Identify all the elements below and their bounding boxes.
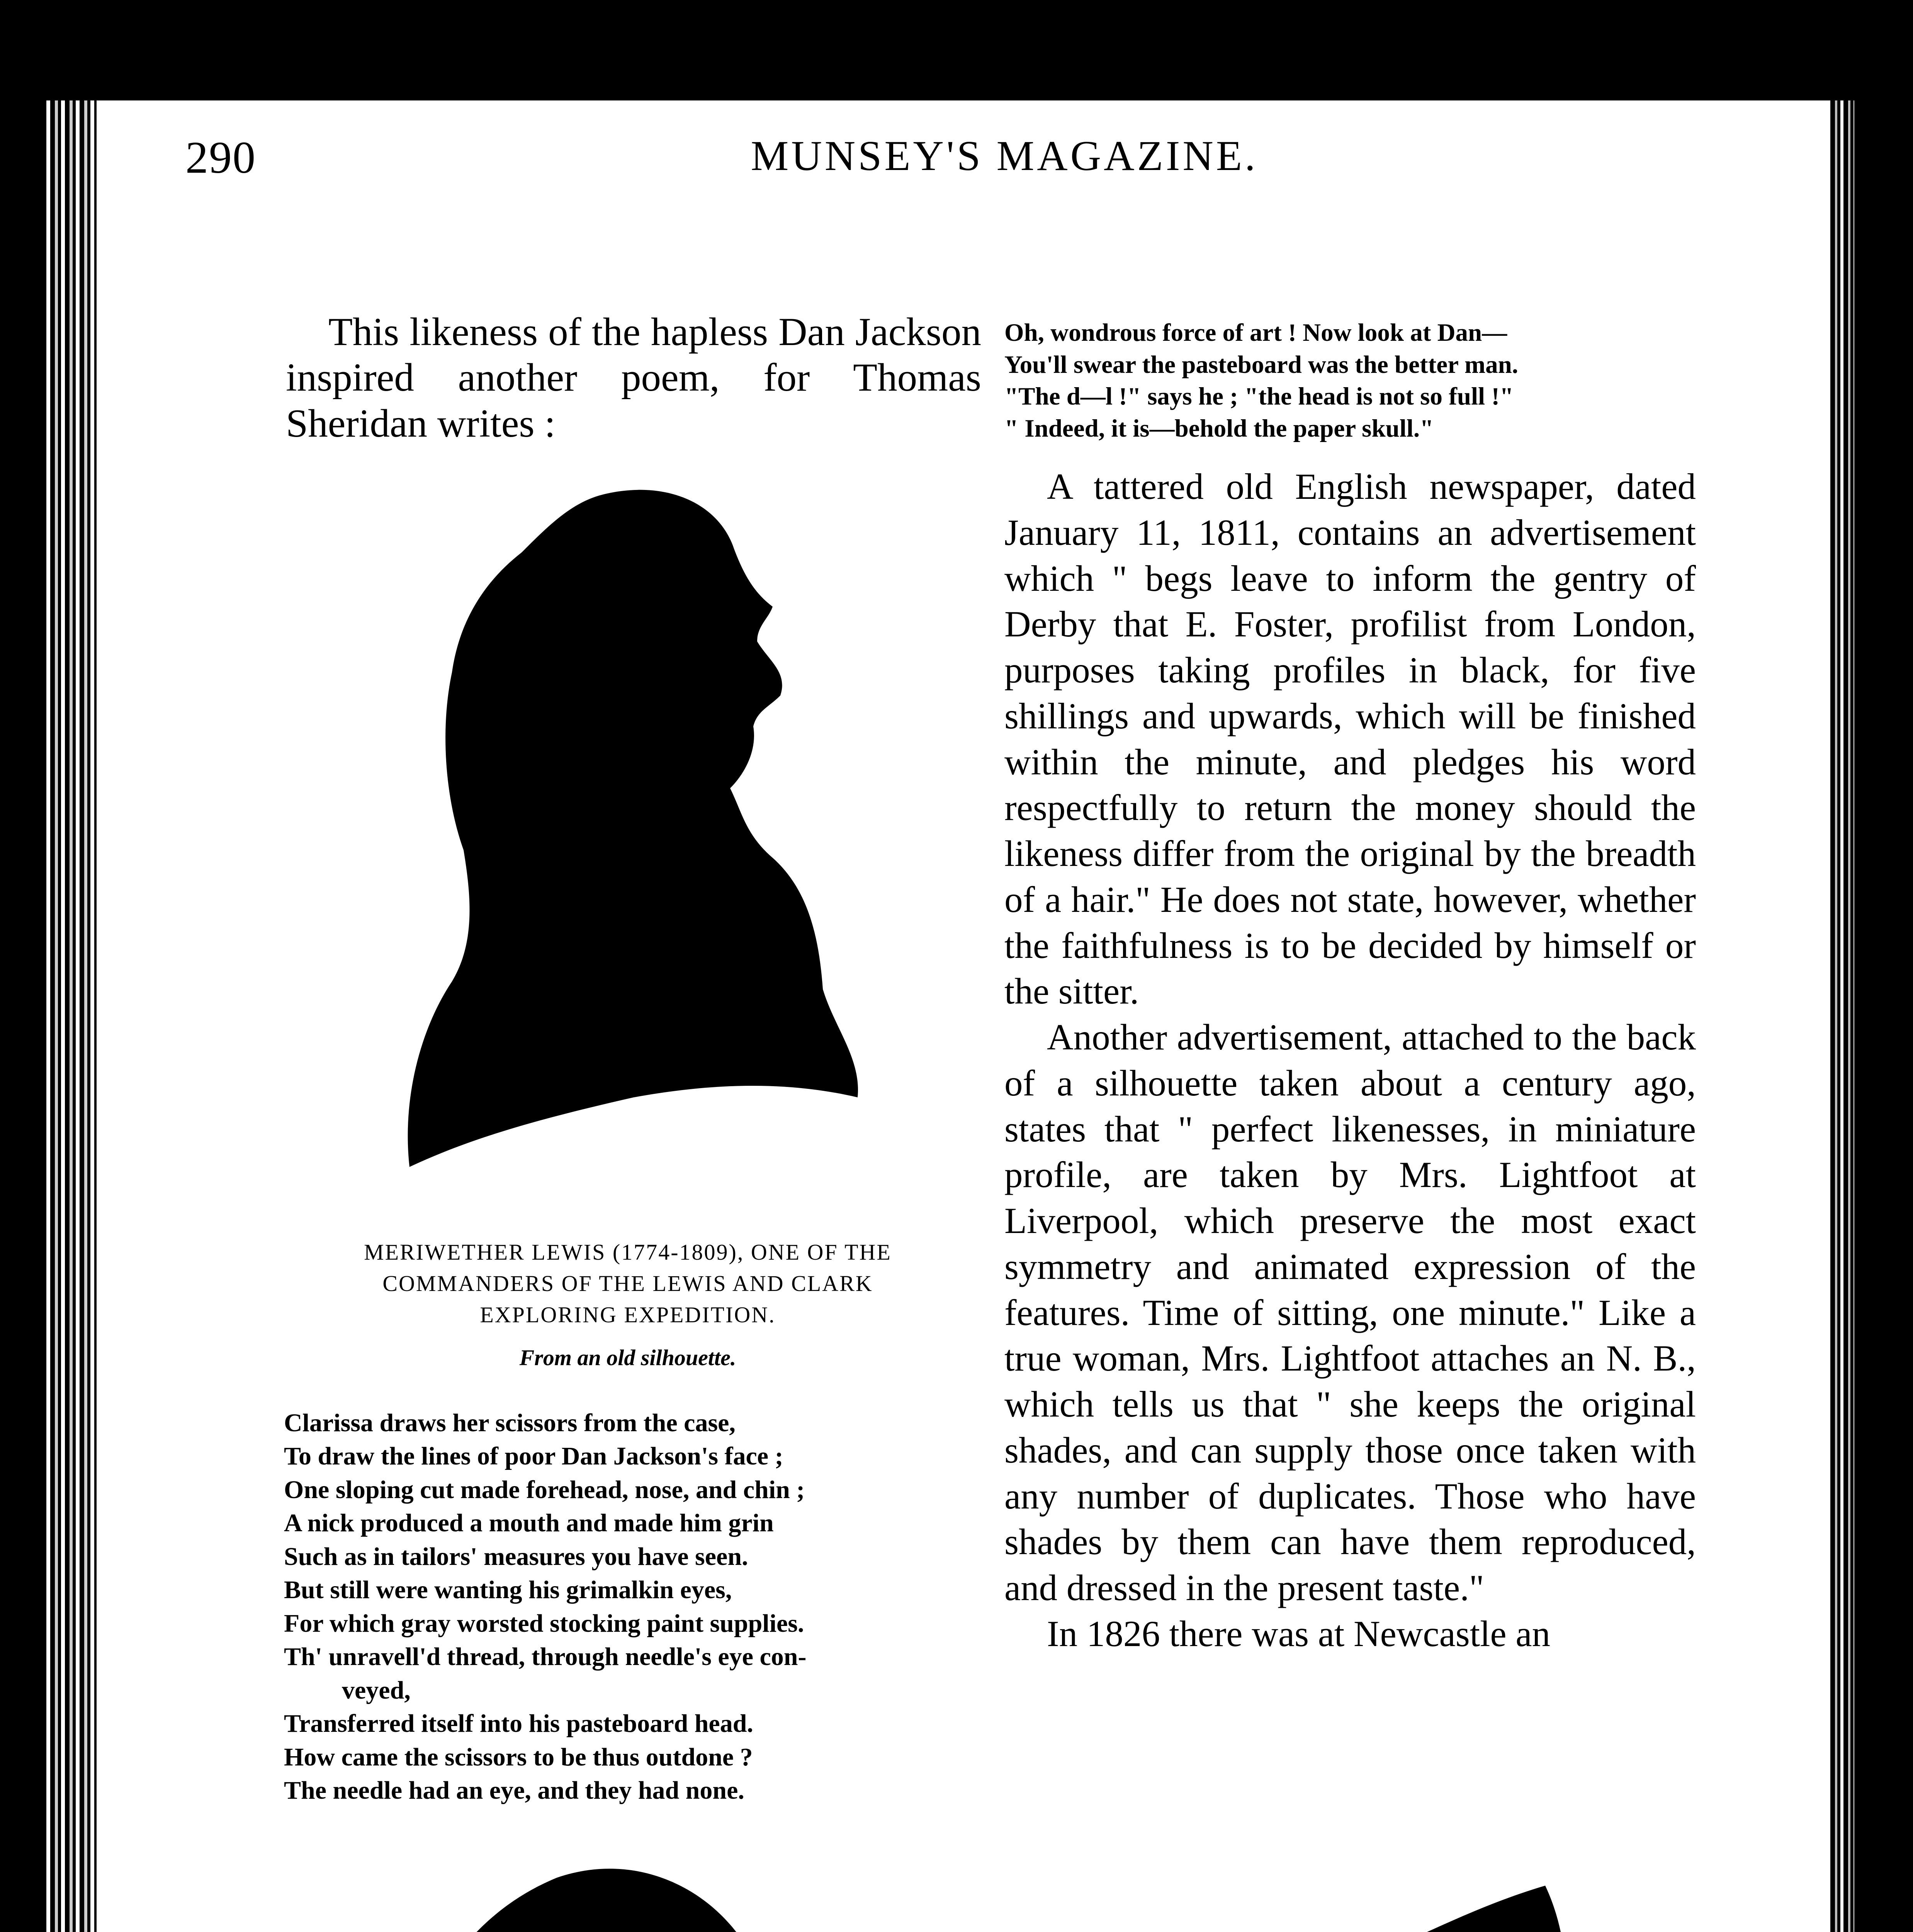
george-washington-silhouette-image <box>363 1855 904 1932</box>
caption-line: EXPLORING EXPEDITION. <box>480 1302 776 1328</box>
poem-line: Such as in tailors' measures you have seen. <box>284 1542 748 1571</box>
poem-line: Transferred itself into his pasteboard head. <box>284 1709 753 1738</box>
poem-line: You'll swear the pasteboard was the better man. <box>1004 350 1519 379</box>
intro-paragraph: This likeness of the hapless Dan Jackson inspired another poem, for Thomas Sheridan writes : <box>286 310 981 446</box>
running-head: MUNSEY'S MAGAZINE. <box>751 132 1258 179</box>
poem-line: But still were wanting his grimalkin eyes, <box>284 1576 732 1604</box>
poem-continuation <box>1004 317 1696 444</box>
poem-line: Clarissa draws her scissors from the case, <box>284 1409 736 1437</box>
poem-line: A nick produced a mouth and made him grin <box>284 1509 774 1537</box>
paragraph-newspaper: A tattered old English newspaper, dated January 11, 1811, contains an advertisement which " begs leave to inform the gentry of Derby that E. Foster, profilist from London, purposes taking profiles in black, for five shillings and upwards, which will be finished within the minute, and pledges his word respectfully to return the money should the likeness differ from the original by the breadth of a hair." He does not state, however, whether the faithfulness is to be decided by himself or the sitter. <box>1004 466 1696 1012</box>
right-column-text <box>1004 464 1696 1657</box>
poem-line: One sloping cut made forehead, nose, and chin ; <box>284 1475 805 1504</box>
page-number: 290 <box>185 132 256 183</box>
caption-line: COMMANDERS OF THE LEWIS AND CLARK <box>382 1271 873 1296</box>
lewis-credit: From an old silhouette. <box>519 1345 736 1370</box>
lewis-caption <box>270 1236 985 1331</box>
lewis-silhouette-image <box>386 479 889 1182</box>
caption-line: MERIWETHER LEWIS (1774-1809), ONE OF THE <box>364 1240 892 1265</box>
book-page-edges-right <box>1827 100 1854 1932</box>
paragraph-newcastle: In 1826 there was at Newcastle an <box>1047 1613 1551 1654</box>
poem-line: How came the scissors to be thus outdone ? <box>284 1743 753 1771</box>
book-page-edges-left <box>46 100 97 1932</box>
poem-clarissa <box>284 1406 999 1807</box>
poem-line: " Indeed, it is—behold the paper skull." <box>1004 414 1434 442</box>
poem-line: Oh, wondrous force of art ! Now look at Dan— <box>1004 319 1507 347</box>
poem-line: Th' unravell'd thread, through needle's eye con- <box>284 1643 807 1671</box>
poem-line: To draw the lines of poor Dan Jackson's face ; <box>284 1442 783 1471</box>
martha-washington-silhouette-image <box>1074 1874 1607 1932</box>
paragraph-advertisement: Another advertisement, attached to the back of a silhouette taken about a century ago, states that " perfect likenesses, in miniature profile, are taken by Mrs. Lightfoot at Liverpool, which preserve the most exact symmetry and animated expression of the features. Time of sitting, one minute." Like a true woman, Mrs. Lightfoot attaches an N. B., which tells us that " she keeps the original shades, and can supply those once taken with any number of duplicates. Those who have shades by them can have them reproduced, and dressed in the present taste." <box>1004 1017 1696 1608</box>
poem-line: The needle had an eye, and they had none. <box>284 1776 744 1804</box>
poem-line: veyed, <box>342 1676 411 1704</box>
poem-line: "The d—l !" says he ; "the head is not so full !" <box>1004 383 1514 411</box>
poem-line: For which gray worsted stocking paint supplies. <box>284 1609 804 1638</box>
left-intro-text <box>286 309 981 446</box>
